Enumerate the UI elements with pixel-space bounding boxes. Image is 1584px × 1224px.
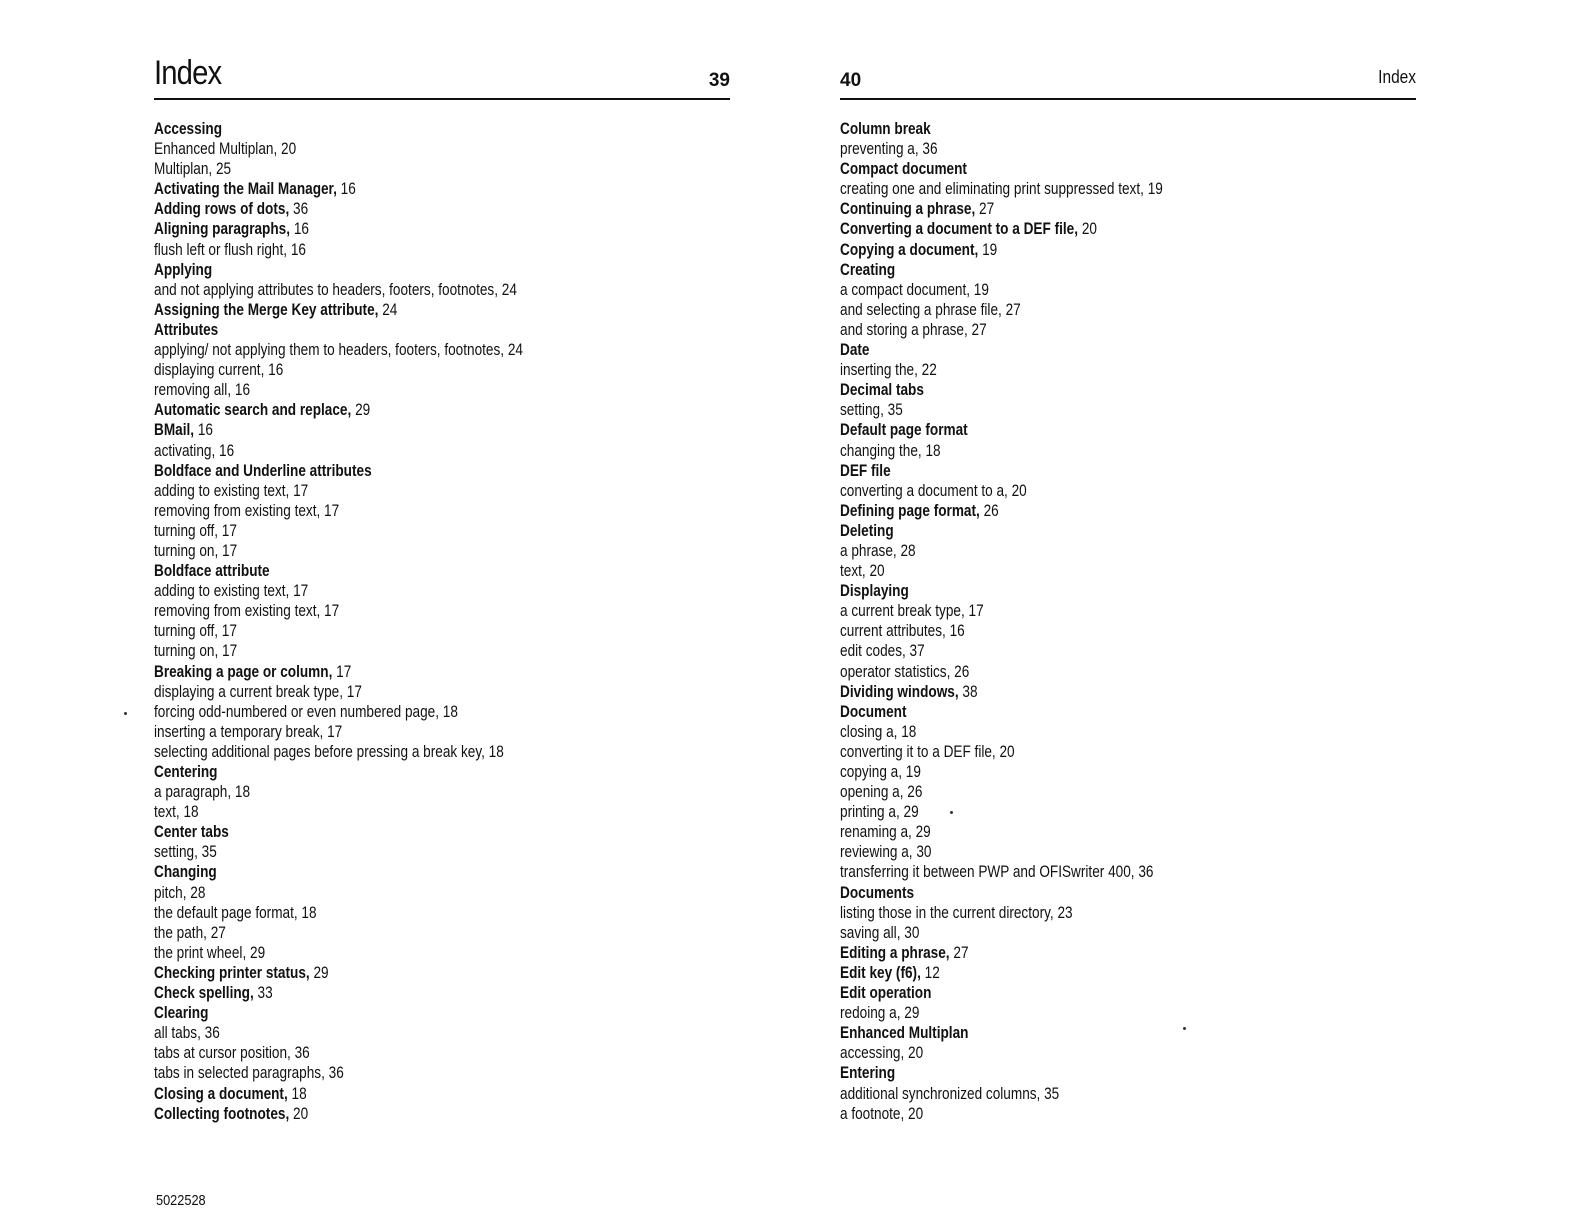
entry-page-number: 19 — [982, 239, 998, 259]
index-heading — [154, 179, 634, 199]
entry-text: accessing, 20 — [840, 1043, 924, 1063]
entry-text: BMail, — [154, 420, 195, 440]
entry-text: Clearing — [154, 1003, 209, 1023]
index-subentry — [840, 561, 1336, 581]
index-subentry — [154, 702, 634, 722]
entry-text: Edit operation — [840, 983, 932, 1003]
index-subentry — [840, 621, 1336, 641]
index-heading — [154, 822, 634, 842]
index-heading — [840, 1023, 1336, 1043]
entry-text: displaying current, 16 — [154, 360, 284, 380]
index-subentry — [840, 822, 1336, 842]
entry-text: text, 18 — [154, 802, 199, 822]
entry-text: setting, 35 — [154, 842, 217, 862]
entry-page-number: 27 — [979, 199, 995, 219]
index-heading — [840, 159, 1336, 179]
entry-text: Decimal tabs — [840, 380, 924, 400]
entry-text: Closing a document, — [154, 1083, 288, 1103]
index-subentry — [154, 501, 634, 521]
entry-text: Aligning paragraphs, — [154, 219, 291, 239]
index-subentry — [840, 1104, 1336, 1124]
entry-page-number: 38 — [962, 681, 978, 701]
index-subentry — [154, 139, 634, 159]
index-heading — [154, 320, 634, 340]
entry-text: tabs in selected paragraphs, 36 — [154, 1063, 344, 1083]
entry-text: Copying a document, — [840, 239, 979, 259]
entry-text: turning on, 17 — [154, 540, 238, 560]
index-heading — [840, 380, 1336, 400]
index-heading — [840, 199, 1336, 219]
entry-text: copying a, 19 — [840, 762, 921, 781]
scan-speck — [124, 712, 127, 715]
index-heading — [840, 219, 1336, 239]
entry-page-number: 12 — [924, 962, 940, 982]
page-number: 39 — [708, 70, 730, 91]
index-heading — [154, 662, 634, 682]
index-subentry — [840, 802, 1336, 822]
index-subentry — [154, 581, 634, 601]
index-heading — [840, 521, 1336, 541]
index-subentry — [154, 280, 634, 300]
entry-text: Check spelling, — [154, 983, 254, 1003]
entry-text: setting, 35 — [840, 400, 903, 420]
index-heading — [840, 682, 1336, 702]
entry-text: selecting additional pages before pressing a break key, 18 — [154, 741, 504, 761]
index-heading — [154, 983, 634, 1003]
entry-text: Edit key (f6), — [840, 962, 921, 982]
entry-text: redoing a, 29 — [840, 1003, 920, 1023]
index-subentry — [154, 240, 634, 260]
index-subentry — [840, 842, 1336, 862]
entry-page-number: 16 — [293, 219, 309, 239]
index-subentry — [154, 159, 634, 179]
index-heading — [840, 581, 1336, 601]
right-index-list — [840, 119, 1460, 1124]
index-subentry — [154, 360, 634, 380]
entry-text: flush left or flush right, 16 — [154, 239, 306, 259]
entry-text: Defining page format, — [840, 500, 980, 520]
index-heading — [840, 420, 1336, 440]
index-heading — [154, 400, 634, 420]
index-heading — [840, 883, 1336, 903]
entry-text: Enhanced Multiplan, 20 — [154, 139, 297, 159]
entry-text: Activating the Mail Manager, — [154, 179, 337, 199]
entry-text: preventing a, 36 — [840, 139, 938, 159]
entry-text: adding to existing text, 17 — [154, 581, 309, 601]
index-heading — [154, 199, 634, 219]
entry-text: the default page format, 18 — [154, 902, 317, 922]
entry-text: Document — [840, 701, 907, 721]
index-subentry — [840, 601, 1336, 621]
entry-text: closing a, 18 — [840, 721, 917, 741]
entry-text: Entering — [840, 1063, 896, 1083]
index-heading — [154, 1104, 634, 1124]
entry-page-number: 24 — [382, 299, 398, 319]
index-subentry — [154, 380, 634, 400]
entry-text: Breaking a page or column, — [154, 661, 333, 681]
index-heading — [154, 561, 634, 581]
index-subentry — [840, 1043, 1336, 1063]
right-page — [792, 0, 1584, 1224]
entry-text: reviewing a, 30 — [840, 842, 932, 862]
entry-text: creating one and eliminating print suppressed text, 19 — [840, 179, 1163, 199]
index-subentry — [154, 441, 634, 461]
entry-page-number: 16 — [197, 420, 213, 440]
index-subentry — [840, 903, 1336, 923]
index-subentry — [840, 782, 1336, 802]
index-subentry — [840, 742, 1336, 762]
entry-text: inserting the, 22 — [840, 360, 937, 380]
entry-text: and not applying attributes to headers, footers, footnotes, 24 — [154, 279, 517, 299]
index-heading — [840, 501, 1336, 521]
entry-page-number: 20 — [293, 1103, 309, 1123]
index-subentry — [154, 481, 634, 501]
entry-text: a current break type, 17 — [840, 601, 984, 621]
index-subentry — [154, 1023, 634, 1043]
index-subentry — [154, 340, 634, 360]
entry-text: adding to existing text, 17 — [154, 480, 309, 500]
entry-page-number: 20 — [1081, 219, 1097, 239]
entry-text: listing those in the current directory, 23 — [840, 902, 1073, 922]
entry-text: Creating — [840, 259, 896, 279]
entry-text: text, 20 — [840, 561, 885, 581]
entry-text: displaying a current break type, 17 — [154, 681, 362, 701]
index-subentry — [840, 441, 1336, 461]
entry-text: Converting a document to a DEF file, — [840, 219, 1079, 239]
index-subentry — [154, 1063, 634, 1083]
entry-text: Checking printer status, — [154, 962, 310, 982]
entry-text: turning on, 17 — [154, 641, 238, 661]
entry-text: Boldface and Underline attributes — [154, 460, 372, 480]
entry-text: transferring it between PWP and OFISwriter 400, 36 — [840, 862, 1154, 882]
left-index-list — [154, 119, 754, 1124]
entry-text: Dividing windows, — [840, 681, 959, 701]
entry-text: Compact document — [840, 159, 967, 179]
index-heading — [154, 219, 634, 239]
entry-text: opening a, 26 — [840, 782, 923, 802]
entry-text: printing a, 29 — [840, 802, 919, 822]
entry-text: Accessing — [154, 119, 223, 138]
index-subentry — [840, 722, 1336, 742]
index-subentry — [154, 883, 634, 903]
entry-page-number: 17 — [336, 661, 352, 681]
entry-text: renaming a, 29 — [840, 822, 931, 842]
index-heading — [840, 340, 1336, 360]
entry-text: the print wheel, 29 — [154, 942, 266, 962]
index-subentry — [840, 481, 1336, 501]
entry-text: Automatic search and replace, — [154, 400, 352, 420]
index-subentry — [840, 662, 1336, 682]
entry-page-number: 29 — [313, 962, 329, 982]
index-subentry — [840, 320, 1336, 340]
entry-text: saving all, 30 — [840, 922, 920, 942]
entry-text: a compact document, 19 — [840, 279, 989, 299]
index-subentry — [154, 601, 634, 621]
entry-text: removing from existing text, 17 — [154, 500, 340, 520]
index-heading — [154, 119, 634, 139]
index-subentry — [840, 300, 1336, 320]
entry-text: DEF file — [840, 460, 891, 480]
index-heading — [154, 1003, 634, 1023]
entry-text: Continuing a phrase, — [840, 199, 976, 219]
entry-text: Changing — [154, 862, 217, 882]
index-heading — [154, 862, 634, 882]
entry-text: a footnote, 20 — [840, 1103, 924, 1123]
entry-text: Multiplan, 25 — [154, 159, 232, 179]
index-subentry — [840, 541, 1336, 561]
index-heading — [154, 420, 634, 440]
entry-text: a phrase, 28 — [840, 540, 916, 560]
entry-text: operator statistics, 26 — [840, 661, 970, 681]
entry-text: pitch, 28 — [154, 882, 206, 902]
page-title: Index — [154, 54, 222, 92]
entry-text: applying/ not applying them to headers, footers, footnotes, 24 — [154, 340, 523, 360]
index-heading — [840, 702, 1336, 722]
index-heading — [154, 260, 634, 280]
right-page-header — [840, 50, 1416, 100]
entry-text: turning off, 17 — [154, 621, 237, 641]
index-heading — [840, 943, 1336, 963]
index-subentry — [154, 802, 634, 822]
index-heading — [840, 461, 1336, 481]
entry-text: the path, 27 — [154, 922, 226, 942]
entry-text: removing all, 16 — [154, 380, 251, 400]
entry-text: edit codes, 37 — [840, 641, 925, 661]
entry-text: changing the, 18 — [840, 440, 941, 460]
index-subentry — [840, 862, 1336, 882]
entry-page-number: 27 — [953, 942, 969, 962]
entry-text: Applying — [154, 259, 213, 279]
entry-text: Deleting — [840, 520, 894, 540]
index-subentry — [154, 541, 634, 561]
index-subentry — [840, 280, 1336, 300]
index-subentry — [154, 1043, 634, 1063]
index-heading — [154, 963, 634, 983]
index-subentry — [154, 641, 634, 661]
index-subentry — [840, 641, 1336, 661]
entry-text: removing from existing text, 17 — [154, 601, 340, 621]
entry-page-number: 36 — [293, 199, 309, 219]
index-subentry — [840, 139, 1336, 159]
entry-text: Attributes — [154, 319, 219, 339]
entry-page-number: 26 — [983, 500, 999, 520]
index-subentry — [154, 943, 634, 963]
index-subentry — [154, 682, 634, 702]
entry-text: converting a document to a, 20 — [840, 480, 1027, 500]
index-heading — [154, 300, 634, 320]
entry-text: Displaying — [840, 581, 909, 601]
index-subentry — [154, 923, 634, 943]
entry-text: Enhanced Multiplan — [840, 1023, 969, 1043]
entry-text: Center tabs — [154, 822, 229, 842]
entry-text: Column break — [840, 119, 931, 138]
entry-text: Date — [840, 340, 870, 360]
index-subentry — [154, 521, 634, 541]
entry-text: turning off, 17 — [154, 520, 237, 540]
index-heading — [840, 983, 1336, 1003]
entry-text: Documents — [840, 882, 915, 902]
index-subentry — [840, 762, 1336, 782]
index-subentry — [154, 722, 634, 742]
entry-text: all tabs, 36 — [154, 1023, 220, 1043]
index-subentry — [154, 903, 634, 923]
entry-text: Editing a phrase, — [840, 942, 950, 962]
index-heading — [840, 1063, 1336, 1083]
index-subentry — [840, 360, 1336, 380]
scan-speck — [950, 811, 953, 814]
scan-speck — [1183, 1027, 1186, 1030]
entry-text: Centering — [154, 762, 218, 781]
entry-text: additional synchronized columns, 35 — [840, 1083, 1060, 1103]
page-title: Index — [1378, 67, 1416, 87]
entry-page-number: 18 — [291, 1083, 307, 1103]
document-code: 5022528 — [156, 1192, 206, 1209]
entry-text: activating, 16 — [154, 440, 235, 460]
entry-text: Assigning the Merge Key attribute, — [154, 299, 379, 319]
index-heading — [840, 963, 1336, 983]
entry-text: converting it to a DEF file, 20 — [840, 741, 1015, 761]
index-subentry — [154, 782, 634, 802]
index-subentry — [840, 1084, 1336, 1104]
entry-page-number: 29 — [355, 400, 371, 420]
left-page-header — [154, 50, 730, 100]
entry-text: Adding rows of dots, — [154, 199, 290, 219]
entry-text: Default page format — [840, 420, 968, 440]
entry-text: current attributes, 16 — [840, 621, 965, 641]
index-subentry — [840, 923, 1336, 943]
entry-text: Collecting footnotes, — [154, 1103, 290, 1123]
index-heading — [840, 240, 1336, 260]
index-heading — [154, 461, 634, 481]
entry-text: forcing odd-numbered or even numbered page, 18 — [154, 701, 458, 721]
entry-text: a paragraph, 18 — [154, 782, 251, 802]
index-heading — [840, 119, 1336, 139]
entry-text: tabs at cursor position, 36 — [154, 1043, 310, 1063]
index-subentry — [154, 742, 634, 762]
entry-text: and selecting a phrase file, 27 — [840, 299, 1021, 319]
page-number: 40 — [840, 70, 862, 91]
index-subentry — [840, 1003, 1336, 1023]
entry-text: inserting a temporary break, 17 — [154, 721, 343, 741]
entry-text: and storing a phrase, 27 — [840, 319, 987, 339]
index-subentry — [154, 621, 634, 641]
index-heading — [840, 260, 1336, 280]
entry-text: Boldface attribute — [154, 561, 270, 581]
index-subentry — [840, 400, 1336, 420]
index-subentry — [154, 842, 634, 862]
index-heading — [154, 1084, 634, 1104]
entry-page-number: 16 — [340, 179, 356, 199]
entry-page-number: 33 — [257, 983, 273, 1003]
index-subentry — [840, 179, 1336, 199]
index-heading — [154, 762, 634, 782]
